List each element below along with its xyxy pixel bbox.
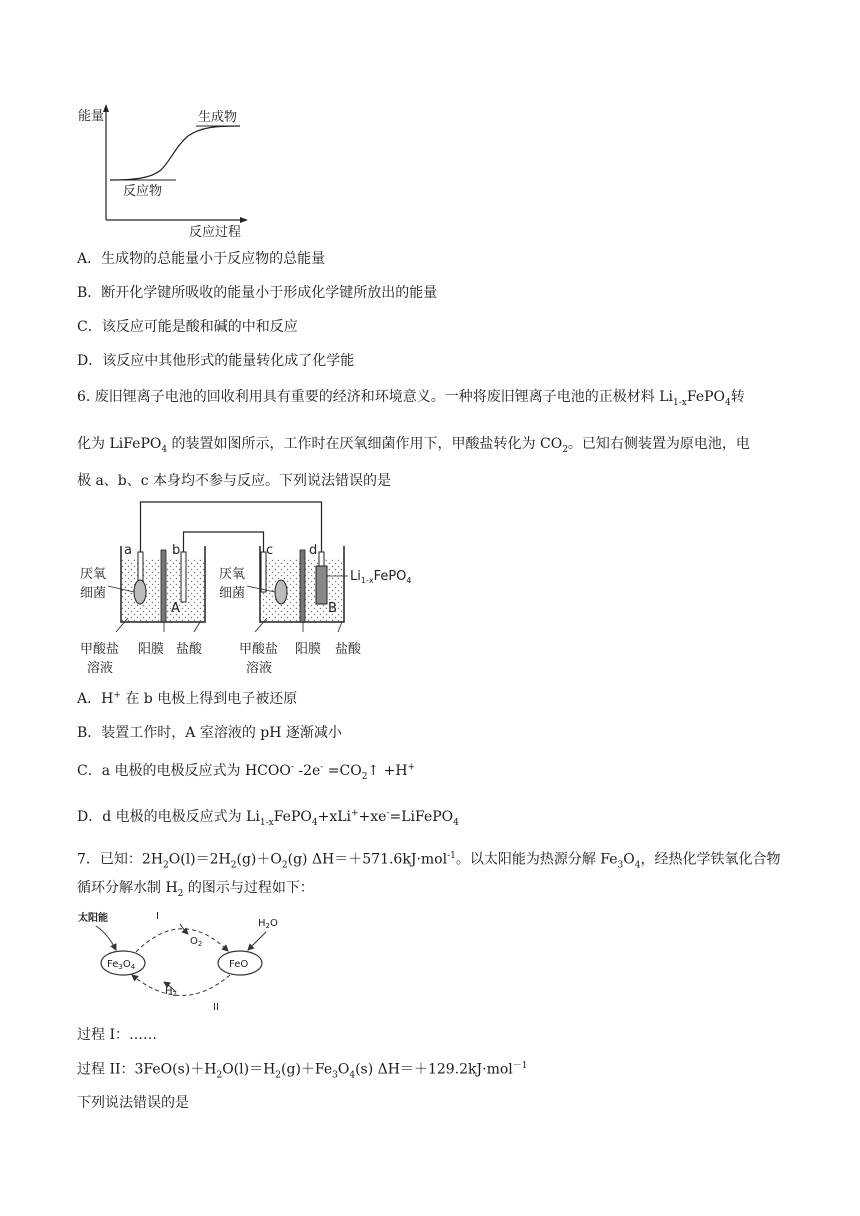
q5-option-d: D．该反应中其他形式的能量转化成了化学能: [77, 353, 355, 369]
cycle-arrow-top: [136, 929, 228, 952]
h2o-label: $H_2O$: [258, 918, 278, 930]
bacteria-left-label-1: 厌氧: [80, 567, 107, 582]
o2-label: $O_2$: [190, 936, 203, 948]
q5-option-a: A．生成物的总能量小于反应物的总能量: [77, 251, 326, 267]
bacteria-right-label-2: 细菌: [219, 586, 246, 601]
q6-stem-line1: 6. 废旧锂离子电池的回收利用具有重要的经济和环境意义。一种将废旧锂离子电池的正极材料 $Li_{1-x}FePO_4$转: [77, 389, 745, 408]
product-label: 生成物: [198, 110, 238, 125]
electrode-d: [319, 552, 324, 566]
chamber-A-label: A: [171, 601, 180, 616]
right-membrane-label: 阳膜: [295, 642, 322, 657]
energy-diagram: [76, 100, 266, 242]
q6-stem-line2: 化为 LiFePO$_4$ 的装置如图所示，工作时在厌氧细菌作用下，甲酸盐转化为 $CO_2$。已知右侧装置为原电池，电: [77, 436, 750, 455]
sun-label: 太阳能: [78, 913, 108, 924]
step2-label: II: [213, 1002, 219, 1013]
q6-option-b: B．装置工作时，A 室溶液的 pH 逐渐减小: [77, 725, 342, 741]
wire-b-c: [184, 532, 264, 552]
q7-question: 下列说法错误的是: [77, 1095, 189, 1111]
right-acid-label: 盐酸: [335, 642, 362, 657]
left-membrane: [161, 550, 166, 622]
x-axis-label: 反应过程: [189, 225, 242, 240]
iron-oxide-cycle-diagram: [76, 906, 296, 1016]
sun-arrow: [96, 926, 116, 950]
q6-option-a: A．H+ 在 b 电极上得到电子被还原: [77, 690, 298, 707]
right-solution-label-2: 溶液: [246, 661, 273, 676]
q7-stem-line2: 循环分解水制 $H_2$ 的图示与过程如下：: [77, 880, 314, 899]
q7-stem-line1: 7．已知：$2H_2O(l)=2H_2(g)+O_2(g)$ ΔH＝＋571.6kJ·mol$^{-1}$。以太阳能为热源分解 $Fe_3O_4$，经热化学铁氧化合物: [77, 851, 781, 871]
q7-process-2: 过程 II：$3FeO(s)+H_2O(l)=H_2(g)+Fe_3O_4(s)$ ΔH＝＋129.2kJ·mol$^{-1}$: [77, 1061, 528, 1081]
fe3o4-label: $Fe_3O_4$: [107, 959, 136, 971]
bacteria-left-label-2: 细菌: [80, 586, 107, 601]
chamber-B-label: B: [328, 601, 337, 616]
left-solution-label-2: 溶液: [87, 661, 114, 676]
reactant-label: 反应物: [123, 184, 163, 199]
electrode-b: [181, 552, 186, 602]
wire-a-d: [141, 502, 322, 552]
feo-label: FeO: [229, 959, 249, 970]
q5-option-c: C．该反应可能是酸和碱的中和反应: [77, 319, 298, 335]
left-acid-pointer: [194, 622, 200, 632]
label-b: b: [172, 543, 181, 558]
h2-label: $H_2$: [165, 986, 177, 998]
electrode-d-material-label: $Li_{1-x}FePO_4$: [350, 569, 412, 585]
q6-option-c: C．a 电极的电极反应式为 HCOO- $-2e^- =CO_2↑ +H^+$: [77, 762, 416, 782]
left-membrane-label: 阳膜: [138, 642, 165, 657]
label-c: c: [266, 543, 274, 558]
left-acid-label: 盐酸: [176, 642, 203, 657]
electrode-c: [261, 552, 266, 592]
x-axis-arrow: [240, 217, 248, 223]
right-solution-label-1: 甲酸盐: [239, 642, 279, 657]
left-solution-label-1: 甲酸盐: [80, 642, 120, 657]
step1-label: I: [156, 911, 159, 922]
q7-process-1: 过程 I：……: [77, 1027, 157, 1043]
q6-stem-line3: 极 a、b、c 本身均不参与反应。下列说法错误的是: [77, 473, 392, 489]
q6-option-d: D．d 电极的电极反应式为 $Li_{1-x}FePO_4+xLi^++xe^-=LiFePO_4$: [77, 808, 459, 828]
right-acid-pointer: [338, 622, 342, 632]
electrolysis-device-diagram: [76, 496, 412, 676]
y-axis-label: 能量: [78, 109, 105, 124]
label-a: a: [124, 543, 132, 558]
cycle-arrow-bottom: [132, 975, 230, 996]
label-d: d: [309, 543, 318, 558]
bacteria-right: [275, 580, 287, 604]
bacteria-right-label-1: 厌氧: [219, 567, 246, 582]
energy-curve: [110, 126, 240, 180]
right-membrane: [300, 550, 305, 622]
electrode-d-material: [316, 566, 327, 604]
bacteria-left: [134, 580, 146, 604]
q5-option-b: B．断开化学键所吸收的能量小于形成化学键所放出的能量: [77, 285, 438, 301]
h2o-arrow: [248, 932, 266, 950]
